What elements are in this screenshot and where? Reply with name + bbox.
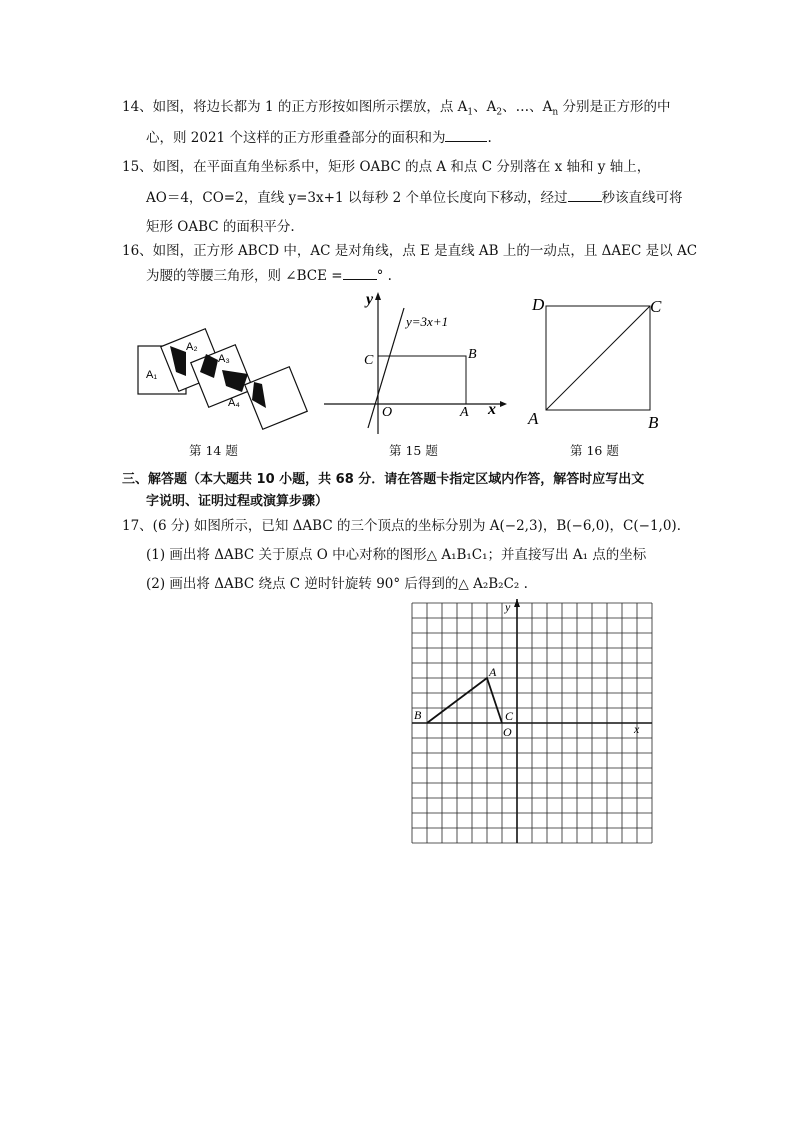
point-A: A <box>528 409 539 428</box>
x-axis-arrow <box>500 401 507 407</box>
section3-heading-line2: 字说明、证明过程或演算步骤） <box>146 494 329 509</box>
caption-fig14: 第 14 题 <box>189 443 238 458</box>
figure-16 <box>524 290 674 436</box>
rectangle-OABC <box>378 356 466 404</box>
q16-line2: 为腰的等腰三角形，则 ∠BCE = ° . <box>146 265 392 286</box>
label-A1: A₁ <box>146 369 158 381</box>
figure-14 <box>130 326 310 426</box>
label-O: O <box>503 725 512 739</box>
point-C: C <box>364 353 374 368</box>
y-axis-label: y <box>505 600 511 614</box>
q15-line1: 15、如图，在平面直角坐标系中，矩形 OABC 的点 A 和点 C 分别落在 x 轴和 y 轴上， <box>122 159 651 175</box>
point-B: B <box>468 347 477 362</box>
caption-fig16: 第 16 题 <box>570 443 619 458</box>
label-A3: A₃ <box>218 353 230 365</box>
diagonal-AC <box>546 306 650 410</box>
q16-answer-blank[interactable] <box>343 265 377 280</box>
label-C: C <box>505 709 514 723</box>
label-A4: A₄ <box>228 397 240 409</box>
q14-answer-blank[interactable] <box>445 127 487 142</box>
y-axis-label: y <box>366 291 374 308</box>
triangle-ABC <box>427 678 502 723</box>
q14-line2: 心，则 2021 个这样的正方形重叠部分的面积和为 . <box>146 127 492 148</box>
label-B: B <box>414 708 422 722</box>
x-axis-label: x <box>634 722 640 736</box>
q17-grid <box>412 600 656 847</box>
q17-part2: (2) 画出将 ΔABC 绕点 C 逆时针旋转 90° 后得到的△ A₂B₂C₂ . <box>146 576 528 592</box>
label-A: A <box>489 665 497 679</box>
line-label: y=3x+1 <box>406 314 449 329</box>
figure-15 <box>320 288 510 438</box>
point-C: C <box>650 297 662 316</box>
point-O: O <box>382 405 393 420</box>
y-axis-arrow <box>375 292 381 300</box>
point-B: B <box>648 413 659 432</box>
point-A: A <box>460 405 469 420</box>
q17-line1: 17、(6 分) 如图所示，已知 ΔABC 的三个顶点的坐标分别为 A(−2,3)，B(−6,0)，C(−1,0)． <box>122 518 691 534</box>
q15-line2: AO＝4，CO=2，直线 y=3x+1 以每秒 2 个单位长度向下移动，经过 秒该直线可将 <box>146 187 683 208</box>
q16-line1: 16、如图，正方形 ABCD 中，AC 是对角线，点 E 是直线 AB 上的一动点，且 ΔAEC 是以 AC <box>122 243 698 259</box>
section3-heading-line1: 三、解答题（本大题共 10 小题，共 68 分．请在答题卡指定区域内作答，解答时应写出文 <box>122 472 645 487</box>
caption-fig15: 第 15 题 <box>389 443 438 458</box>
point-D: D <box>532 295 545 314</box>
label-A2: A₂ <box>186 341 198 353</box>
q17-part1: (1) 画出将 ΔABC 关于原点 O 中心对称的图形△ A₁B₁C₁；并直接写出 A₁ 点的坐标 <box>146 547 647 563</box>
q14-line1: 14、如图，将边长都为 1 的正方形按如图所示摆放，点 $A_1$、$A_2$、…、$A_n$ 分别是正方形的中 <box>122 99 671 118</box>
q15-line3: 矩形 OABC 的面积平分. <box>146 219 295 235</box>
x-axis-label: x <box>488 401 496 418</box>
q15-answer-blank[interactable] <box>568 187 602 202</box>
